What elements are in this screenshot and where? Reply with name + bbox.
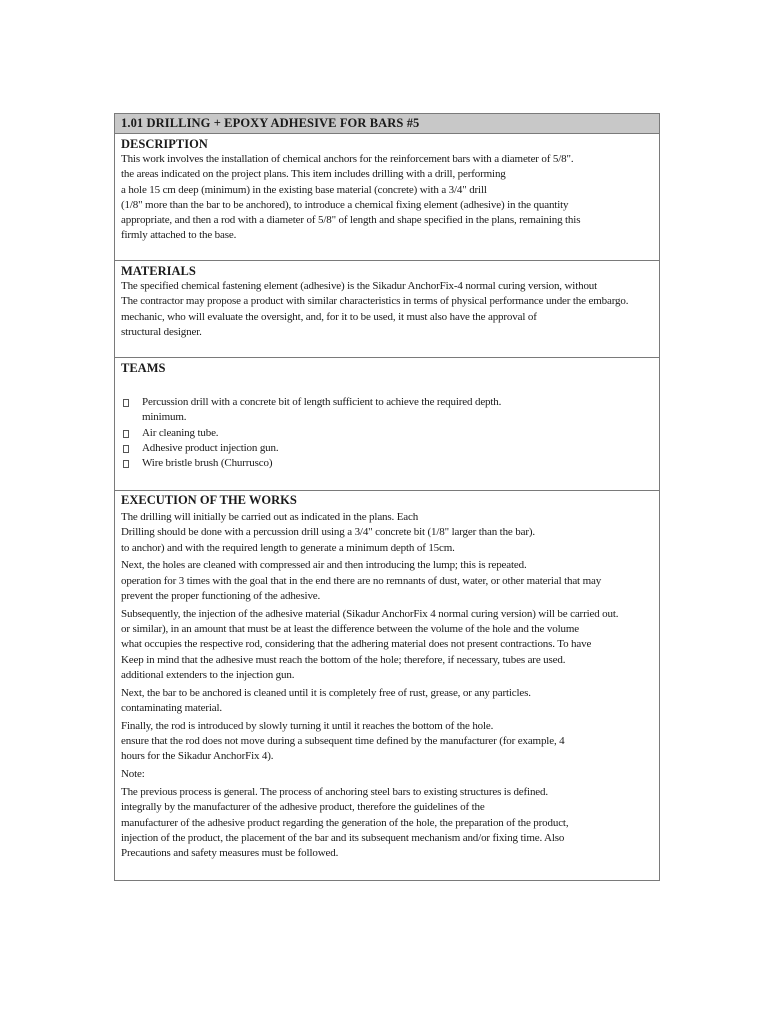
- team-list-item: [121, 395, 653, 410]
- execution-title: EXECUTION OF THE WORKS: [121, 493, 297, 507]
- materials-line: The contractor may propose a product with similar characteristics in terms of physical performance under the embargo.: [121, 295, 629, 308]
- checkbox-bullet-icon: [121, 456, 130, 471]
- execution-body: [121, 510, 653, 862]
- description-line: firmly attached to the base.: [121, 229, 237, 242]
- execution-line: Keep in mind that the adhesive must reach the bottom of the hole; therefore, if necessary, tubes are used.: [121, 653, 566, 666]
- execution-line: The previous process is general. The process of anchoring steel bars to existing structures is defined.: [121, 786, 548, 799]
- execution-line: Precautions and safety measures must be followed.: [121, 847, 339, 860]
- execution-line: Finally, the rod is introduced by slowly turning it until it reaches the bottom of the hole.: [121, 719, 494, 732]
- description-line: the areas indicated on the project plans. This item includes drilling with a drill, performing: [121, 168, 506, 181]
- materials-line: structural designer.: [121, 325, 202, 338]
- team-item-text: Adhesive product injection gun.: [142, 441, 279, 454]
- checkbox-bullet-icon: [121, 395, 130, 410]
- execution-line: additional extenders to the injection gun.: [121, 668, 295, 681]
- team-item-text: Wire bristle brush (Churrusco): [142, 457, 273, 470]
- description-title: DESCRIPTION: [121, 137, 208, 151]
- execution-paragraph: [121, 785, 653, 861]
- team-item-text: Percussion drill with a concrete bit of length sufficient to achieve the required depth.: [142, 396, 502, 408]
- execution-line: manufacturer of the adhesive product regarding the generation of the hole, the preparation of the product,: [121, 816, 569, 829]
- materials-title: MATERIALS: [121, 264, 196, 278]
- description-line: a hole 15 cm deep (minimum) in the existing base material (concrete) with a 3/4" drill: [121, 183, 487, 196]
- execution-line: Note:: [121, 768, 145, 781]
- execution-line: or similar), in an amount that must be at least the difference between the volume of the hole and the volume: [121, 623, 579, 636]
- execution-line: Next, the bar to be anchored is cleaned until it is completely free of rust, grease, or any particles.: [121, 686, 531, 699]
- materials-body: [121, 279, 653, 340]
- execution-line: ensure that the rod does not move during a subsequent time defined by the manufacturer (for example, 4: [121, 735, 565, 748]
- team-item-continuation: minimum.: [142, 411, 187, 424]
- spec-table: [114, 113, 660, 881]
- materials-line: mechanic, who will evaluate the oversight, and, for it to be used, it must also have the approval of: [121, 310, 537, 323]
- execution-section: [115, 491, 659, 880]
- execution-line: injection of the product, the placement of the bar and its subsequent mechanism and/or fixing time. Also: [121, 831, 565, 844]
- team-list-item: [121, 441, 653, 456]
- description-body: [121, 152, 653, 244]
- description-line: (1/8" more than the bar to be anchored), to introduce a chemical fixing element (adhesive) in the quantity: [121, 198, 569, 211]
- description-section: [115, 134, 659, 261]
- execution-line: hours for the Sikadur AnchorFix 4).: [121, 750, 274, 763]
- team-item-text: Air cleaning tube.: [142, 426, 219, 439]
- teams-section: [115, 358, 659, 491]
- team-list-item: [121, 426, 653, 441]
- execution-paragraph: [121, 719, 653, 765]
- checkbox-bullet-icon: [121, 441, 130, 456]
- item-header: 1.01 DRILLING + EPOXY ADHESIVE FOR BARS #5: [115, 114, 659, 134]
- execution-line: prevent the proper functioning of the adhesive.: [121, 589, 321, 602]
- checkbox-bullet-icon: [121, 426, 130, 441]
- execution-line: to anchor) and with the required length to generate a minimum depth of 15cm.: [121, 541, 455, 554]
- execution-line: contaminating material.: [121, 702, 223, 715]
- description-line: appropriate, and then a rod with a diameter of 5/8" of length and shape specified in the plans, remaining this: [121, 214, 581, 227]
- execution-line: Next, the holes are cleaned with compressed air and then introducing the lump; this is repeated.: [121, 559, 527, 572]
- execution-line: Subsequently, the injection of the adhesive material (Sikadur AnchorFix 4 normal curing version) will be carried out.: [121, 607, 619, 620]
- execution-line: The drilling will initially be carried out as indicated in the plans. Each: [121, 511, 419, 523]
- teams-title: TEAMS: [121, 361, 166, 375]
- materials-line: The specified chemical fastening element (adhesive) is the Sikadur AnchorFix-4 normal curing version, without: [121, 280, 598, 292]
- materials-section: [115, 261, 659, 358]
- teams-list: [121, 395, 653, 471]
- execution-paragraph: [121, 767, 653, 782]
- description-line: This work involves the installation of chemical anchors for the reinforcement bars with a diameter of 5/8".: [121, 153, 574, 165]
- execution-paragraph: [121, 607, 653, 683]
- team-list-item: [121, 456, 653, 471]
- execution-paragraph: [121, 686, 653, 717]
- execution-line: what occupies the respective rod, considering that the adhering material does not present contractions. To have: [121, 638, 592, 651]
- execution-paragraph: [121, 558, 653, 604]
- execution-line: Drilling should be done with a percussion drill using a 3/4" concrete bit (1/8" larger than the bar).: [121, 526, 535, 539]
- execution-line: integrally by the manufacturer of the adhesive product, therefore the guidelines of the: [121, 801, 485, 814]
- execution-line: operation for 3 times with the goal that in the end there are no remnants of dust, water, or other material that may: [121, 574, 602, 587]
- execution-paragraph: [121, 510, 653, 556]
